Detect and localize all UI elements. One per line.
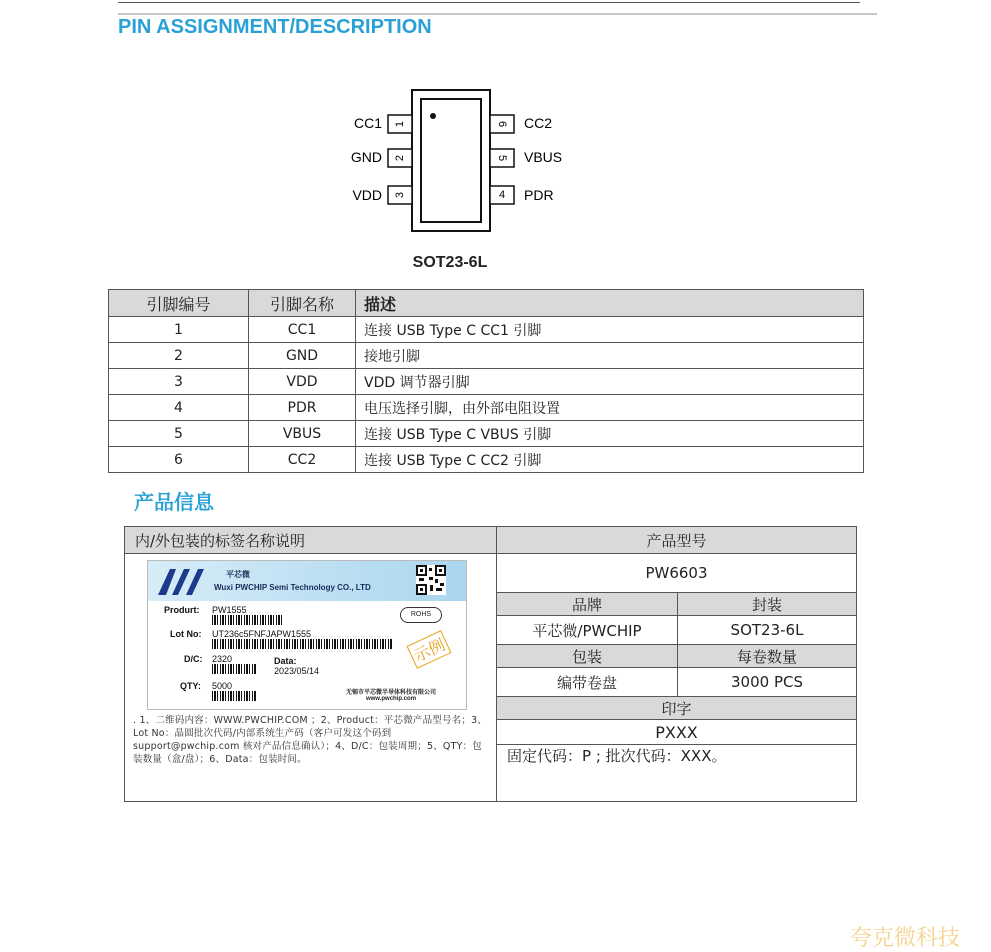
label-brand-cn: 平芯微: [226, 570, 250, 579]
pin-num-1: 1: [393, 120, 406, 128]
produrt-barcode: [212, 615, 282, 625]
qty-value: 5000: [212, 681, 233, 691]
pin-name: CC2: [249, 447, 356, 473]
lot-value: UT236c5FNFJAPW1555: [212, 629, 312, 639]
pin-name: CC1: [249, 317, 356, 343]
table-row: [109, 343, 864, 369]
pin-3: [352, 186, 412, 204]
qty-header: 每卷数量: [678, 645, 857, 668]
model-header: 产品型号: [497, 527, 857, 554]
table-row: [109, 369, 864, 395]
pin1-dot: [430, 113, 436, 119]
product-info-table: [124, 526, 857, 802]
pin-label-cc2: CC2: [524, 115, 553, 131]
label-brand-en: Wuxi PWCHIP Semi Technology CO., LTD: [214, 583, 371, 592]
data-label: Data:: [274, 656, 297, 666]
brand-value: 平芯微/PWCHIP: [497, 616, 678, 645]
marking-header: 印字: [497, 697, 857, 720]
rohs-badge: ROHS: [400, 607, 442, 623]
dc-barcode: [212, 664, 256, 674]
label-sample-image: [147, 560, 467, 710]
pin-num-5: 5: [496, 154, 509, 162]
packing-value: 编带卷盘: [497, 668, 678, 697]
sample-stamp: 示例: [406, 630, 451, 669]
pin-number: 5: [109, 421, 249, 447]
pin-number: 6: [109, 447, 249, 473]
pin-label-gnd: GND: [350, 149, 382, 165]
pin-name: GND: [249, 343, 356, 369]
pin-name: PDR: [249, 395, 356, 421]
marking-description: 固定代码：P ; 批次代码：XXX。: [497, 745, 857, 802]
pin-table: [108, 289, 864, 473]
top-rule-light: [118, 13, 877, 15]
header-pin-name: 引脚名称: [249, 290, 356, 317]
package-value: SOT23-6L: [678, 616, 857, 645]
marking-value: PXXX: [497, 720, 857, 745]
package-name: SOT23-6L: [412, 254, 488, 271]
pin-table-header: [109, 290, 864, 317]
pin-5: [490, 149, 562, 167]
qty-label: QTY:: [180, 681, 201, 691]
pin-description: VDD 调节器引脚: [356, 369, 864, 395]
model-value: PW6603: [497, 554, 857, 593]
data-value: 2023/05/14: [274, 666, 320, 676]
pin-num-6: 6: [496, 120, 509, 128]
package-body: [412, 90, 490, 231]
lot-barcode: [212, 639, 392, 649]
pin-label-pdr: PDR: [524, 187, 554, 203]
pin-description: 连接 USB Type C CC1 引脚: [356, 317, 864, 343]
pin-number: 2: [109, 343, 249, 369]
pin-num-3: 3: [393, 191, 406, 199]
pin-description: 连接 USB Type C VBUS 引脚: [356, 421, 864, 447]
pin-4: [490, 186, 554, 204]
pin-description: 接地引脚: [356, 343, 864, 369]
produrt-value: PW1555: [212, 605, 247, 615]
pin-number: 1: [109, 317, 249, 343]
pin-description: 连接 USB Type C CC2 引脚: [356, 447, 864, 473]
package-diagram: [330, 84, 580, 244]
dc-value: 2320: [212, 654, 233, 664]
table-row: [109, 421, 864, 447]
pin-label-vdd: VDD: [352, 187, 382, 203]
brand-header: 品牌: [497, 593, 678, 616]
qr-code-icon: [416, 565, 446, 595]
pin-label-cc1: CC1: [353, 115, 382, 131]
pin-1: [354, 115, 412, 133]
packing-header: 包装: [497, 645, 678, 668]
qty-per-reel-value: 3000 PCS: [678, 668, 857, 697]
label-company: [336, 687, 446, 702]
pin-6: [490, 115, 552, 133]
company-web: www.pwchip.com: [365, 696, 417, 702]
section-title: PIN ASSIGNMENT/DESCRIPTION: [118, 16, 432, 38]
package-header: 封装: [678, 593, 857, 616]
pin-name: VBUS: [249, 421, 356, 447]
table-row: [109, 317, 864, 343]
header-pin-number: 引脚编号: [109, 290, 249, 317]
table-row: [109, 447, 864, 473]
dc-label: D/C:: [184, 654, 203, 664]
pin-number: 3: [109, 369, 249, 395]
label-notes: . 1、二维码内容：WWW.PWCHIP.COM ；2、Product：平芯微产品型号名；3、Lot No：晶圆批次代码/内部系统生产码（客户可发这个码到support@pwchip.com 核对产品信息确认）；4、D/C：包装周期；5、QTY：包装数量（盒/盘）；6、Data：包装时间。: [133, 715, 488, 765]
pin-description: 电压选择引脚，由外部电阻设置: [356, 395, 864, 421]
label-cell: [125, 554, 497, 802]
watermark: 夸克微科技: [850, 926, 961, 951]
pin-2: [351, 149, 412, 167]
lot-label: Lot No:: [170, 629, 202, 639]
label-header: 内/外包装的标签名称说明: [125, 527, 497, 554]
qty-barcode: [212, 691, 256, 701]
pin-number: 4: [109, 395, 249, 421]
pwchip-logo-icon: [156, 565, 212, 597]
header-description: 描述: [356, 290, 864, 317]
product-info-title: 产品信息: [134, 490, 214, 514]
pin-label-vbus: VBUS: [524, 149, 563, 165]
pin-name: VDD: [249, 369, 356, 395]
company-cn: 无锡市平芯微半导体科技有限公司: [345, 690, 436, 696]
pin-num-2: 2: [393, 154, 406, 162]
pin-num-4: 4: [498, 188, 506, 201]
produrt-label: Produrt:: [164, 605, 200, 615]
table-row: [109, 395, 864, 421]
top-rule: [118, 2, 860, 3]
